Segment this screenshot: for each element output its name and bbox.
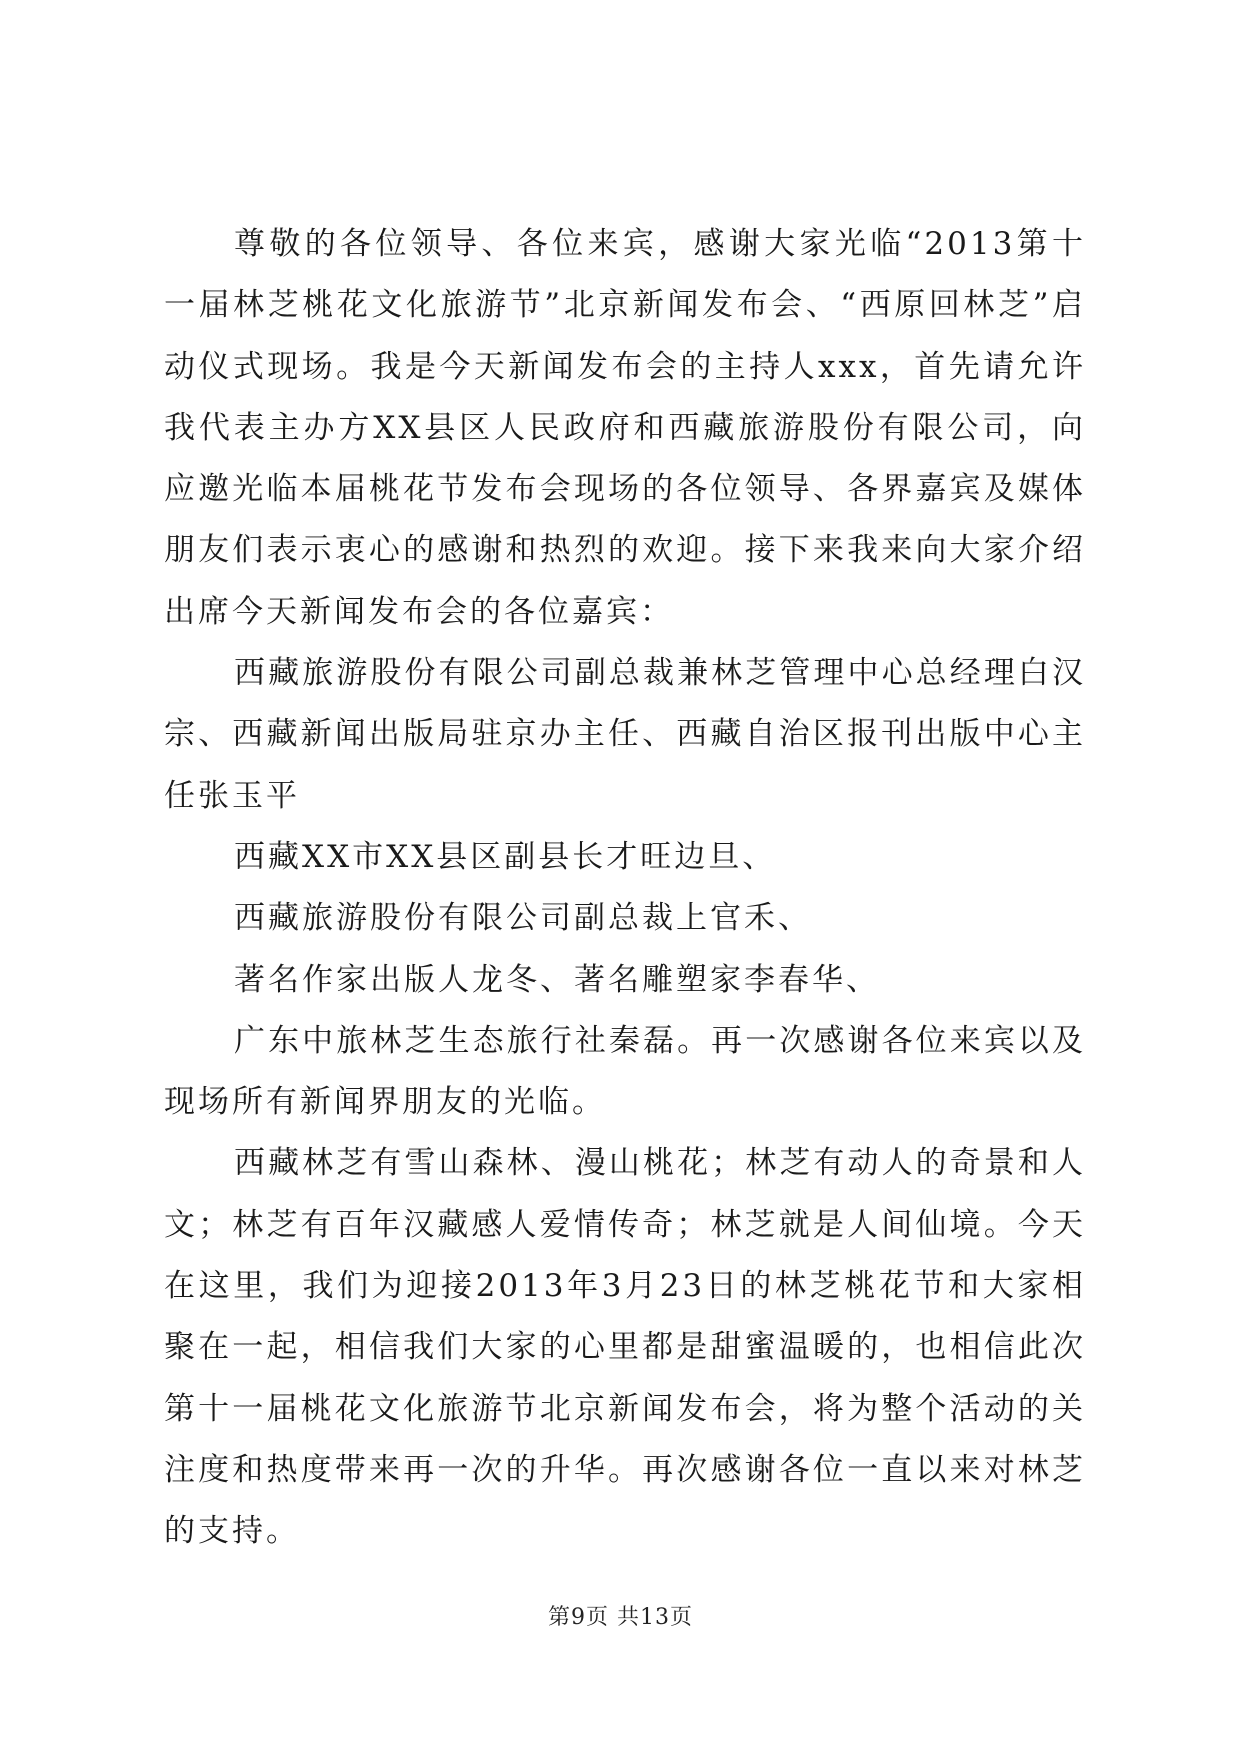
guest-paragraph-4: 著名作家出版人龙冬、著名雕塑家李春华、: [234, 961, 880, 998]
guest-paragraph-3: 西藏旅游股份有限公司副总裁上官禾、: [234, 900, 812, 937]
guest-paragraph-2: 西藏XX市XX县区副县长才旺边旦、: [234, 838, 777, 875]
opening-paragraph: 尊敬的各位领导、各位来宾，感谢大家光临“2013第十一届林芝桃花文化旅游节”北京新闻发布会、“西原回林芝”启动仪式现场。我是今天新闻发布会的主持人xxx，首先请允许我代表主办方XX县区人民政府和西藏旅游股份有限公司，向应邀光临本届桃花节发布会现场的各位领导、各界嘉宾及媒体朋友们表示衷心的感谢和热烈的欢迎。接下来我来向大家介绍出席今天新闻发布会的各位嘉宾：: [164, 226, 1086, 630]
closing-paragraph: 西藏林芝有雪山森林、漫山桃花；林芝有动人的奇景和人文；林芝有百年汉藏感人爱情传奇；林芝就是人间仙境。今天在这里，我们为迎接2013年3月23日的林芝桃花节和大家相聚在一起，相信我们大家的心里都是甜蜜温暖的，也相信此次第十一届桃花文化旅游节北京新闻发布会，将为整个活动的关注度和热度带来再一次的升华。再次感谢各位一直以来对林芝的支持。: [164, 1145, 1086, 1550]
guest-paragraph-1: 西藏旅游股份有限公司副总裁兼林芝管理中心总经理白汉宗、西藏新闻出版局驻京办主任、西藏自治区报刊出版中心主任张玉平: [164, 655, 1086, 814]
document-body: [164, 214, 1086, 1563]
page-number-footer: 第9页 共13页: [548, 1605, 693, 1630]
guest-paragraph-5: 广东中旅林芝生态旅行社秦磊。再一次感谢各位来宾以及现场所有新闻界朋友的光临。: [164, 1022, 1086, 1121]
